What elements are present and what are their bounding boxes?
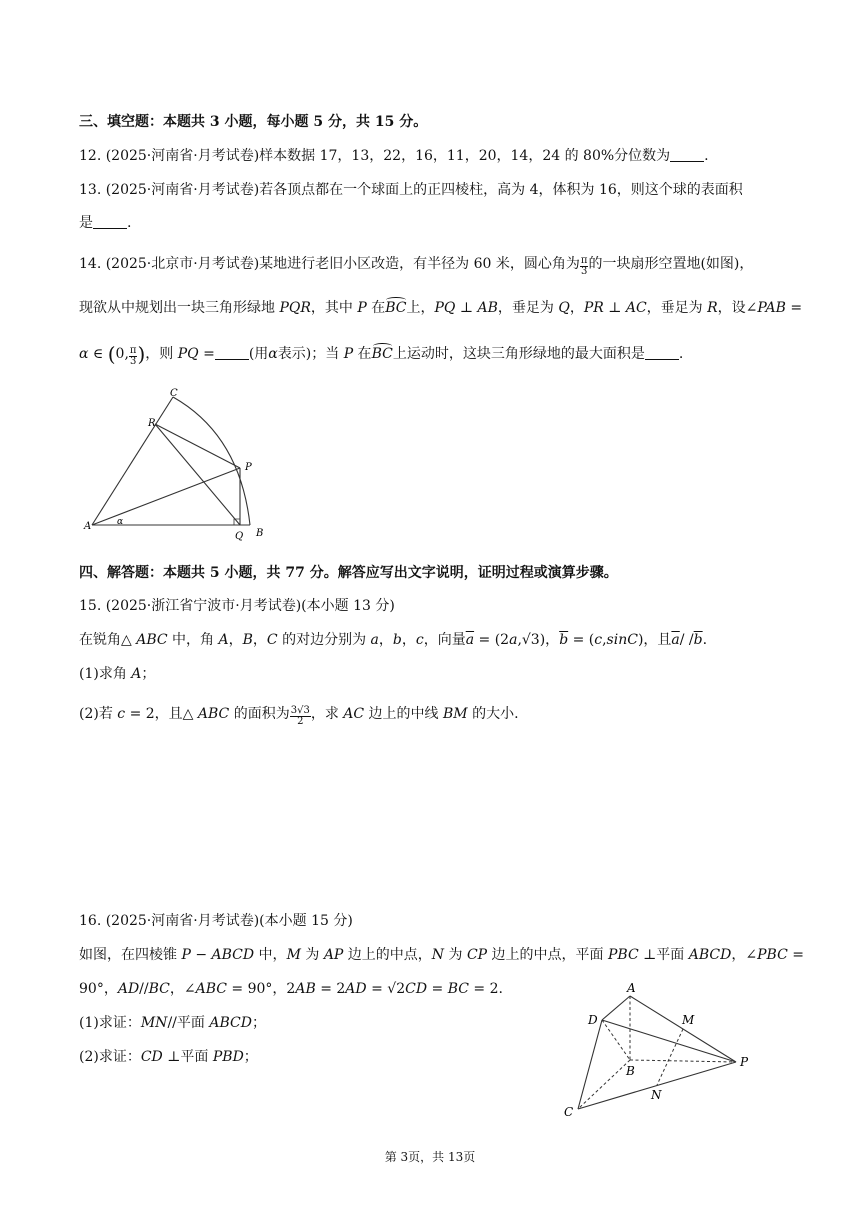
page-footer: 第 3页，共 13页 <box>384 1150 476 1164</box>
edge-db <box>602 1020 630 1060</box>
q16-source: 16. (2025·河南省·月考试卷)(本小题 15 分) <box>79 913 353 929</box>
question-15-part-1: (1)求角 A； <box>79 666 156 682</box>
edge-ad <box>602 996 630 1020</box>
fraction: $\frac{\pi}{3}$ <box>129 345 137 367</box>
arc-bc: BC <box>385 300 407 316</box>
label-c: C <box>170 388 178 399</box>
question-14-line-2: 现欲从中规划出一块三角形绿地 PQR，其中 P 在BC上，PQ ⊥ AB，垂足为 Q，PR ⊥ AC，垂足为 R，设∠PAB = <box>79 300 803 316</box>
question-12: 12. (2025·河南省·月考试卷)样本数据 17，13，22，16，11，20，14，24 的 80%分位数为 . <box>79 148 709 164</box>
fraction: $\frac{3√3}{2}$ <box>290 705 310 727</box>
segment-ac <box>92 397 173 525</box>
label-alpha: α <box>117 517 124 527</box>
label-p: P <box>740 1055 749 1069</box>
label-d: D <box>588 1013 598 1027</box>
label-r: R <box>148 418 156 429</box>
edge-dc <box>578 1020 602 1109</box>
label-b: B <box>256 528 264 539</box>
question-13: 13. (2025·河南省·月考试卷)若各顶点都在一个球面上的正四棱柱，高为 4，体积为 16，则这个球的表面积 <box>79 182 743 198</box>
pyramid-figure <box>558 978 768 1118</box>
label-p: P <box>245 462 252 473</box>
label-a: A <box>84 521 92 532</box>
question-16-stem-2: 90°，AD//BC，∠ABC = 90°，2AB = 2AD = √2CD = BC = 2. <box>79 981 503 997</box>
q12-answer-blank <box>670 147 704 162</box>
question-13-cont: 是 . <box>79 215 132 231</box>
edge-bp <box>630 1060 736 1062</box>
fraction: $\frac{\pi}{3}$ <box>580 255 588 277</box>
label-b: B <box>626 1064 635 1078</box>
question-14-line-3: α ∈ (0, $\frac{\pi}{3}$ )，则 PQ = (用α表示)；当 P 在BC上运动时，这块三角形绿地的最大面积是 . <box>79 342 684 367</box>
q13-source: 13. (2025·河南省·月考试卷) <box>79 182 260 198</box>
question-16-part-2: (2)求证：CD ⊥平面 PBD； <box>79 1049 258 1065</box>
arc-bc <box>173 397 250 525</box>
label-n: N <box>651 1088 662 1102</box>
arc-bc: BC <box>371 346 393 362</box>
q13-answer-blank <box>93 214 127 229</box>
label-a: A <box>627 981 636 995</box>
q14-answer-blank-2 <box>645 345 679 360</box>
label-q: Q <box>235 531 244 542</box>
segment-pr <box>155 424 240 468</box>
question-15-stem: 在锐角△ ABC 中，角 A，B，C 的对边分别为 a，b，c，向量$\overline{a} = (2a,√3)$，$\overline{b} = (c,\sin C)$，且$\overline{a}/$ $/\overline{b}$. <box>79 632 708 648</box>
edge-dp <box>602 1020 736 1062</box>
question-14: 14. (2025·北京市·月考试卷)某地进行老旧小区改造，有半径为 60 米，圆心角为 $\frac{\pi}{3}$ 的一块扇形空置地(如图)， <box>79 255 754 277</box>
label-c: C <box>564 1105 574 1118</box>
q15-source: 15. (2025·浙江省宁波市·月考试卷)(本小题 13 分) <box>79 598 395 614</box>
section-4-heading: 四、解答题：本题共 5 小题，共 77 分。解答应写出文字说明，证明过程或演算步骤。 <box>79 565 618 581</box>
segment-ap <box>92 468 240 525</box>
q14-answer-blank-1 <box>215 345 249 360</box>
section-3-heading: 三、填空题：本题共 3 小题，每小题 5 分，共 15 分。 <box>79 114 428 130</box>
question-16-part-1: (1)求证：MN//平面 ABCD； <box>79 1015 266 1031</box>
q12-source: 12. (2025·河南省·月考试卷) <box>79 148 260 164</box>
segment-mn <box>657 1029 683 1085</box>
q12-text: 样本数据 17，13，22，16，11，20，14，24 的 80%分位数为 <box>259 148 671 164</box>
question-15-part-2: (2)若 c = 2，且△ ABC 的面积为 $\frac{3√3}{2}$ ，求 AC 边上的中线 BM 的大小. <box>79 705 519 727</box>
label-m: M <box>682 1013 695 1027</box>
q14-source: 14. (2025·北京市·月考试卷) <box>79 256 260 272</box>
sector-figure <box>80 385 280 545</box>
question-16-stem-1: 如图，在四棱锥 P − ABCD 中，M 为 AP 边上的中点，N 为 CP 边上的中点，平面 PBC ⊥平面 ABCD，∠PBC = <box>79 947 804 963</box>
segment-rq <box>155 424 240 525</box>
